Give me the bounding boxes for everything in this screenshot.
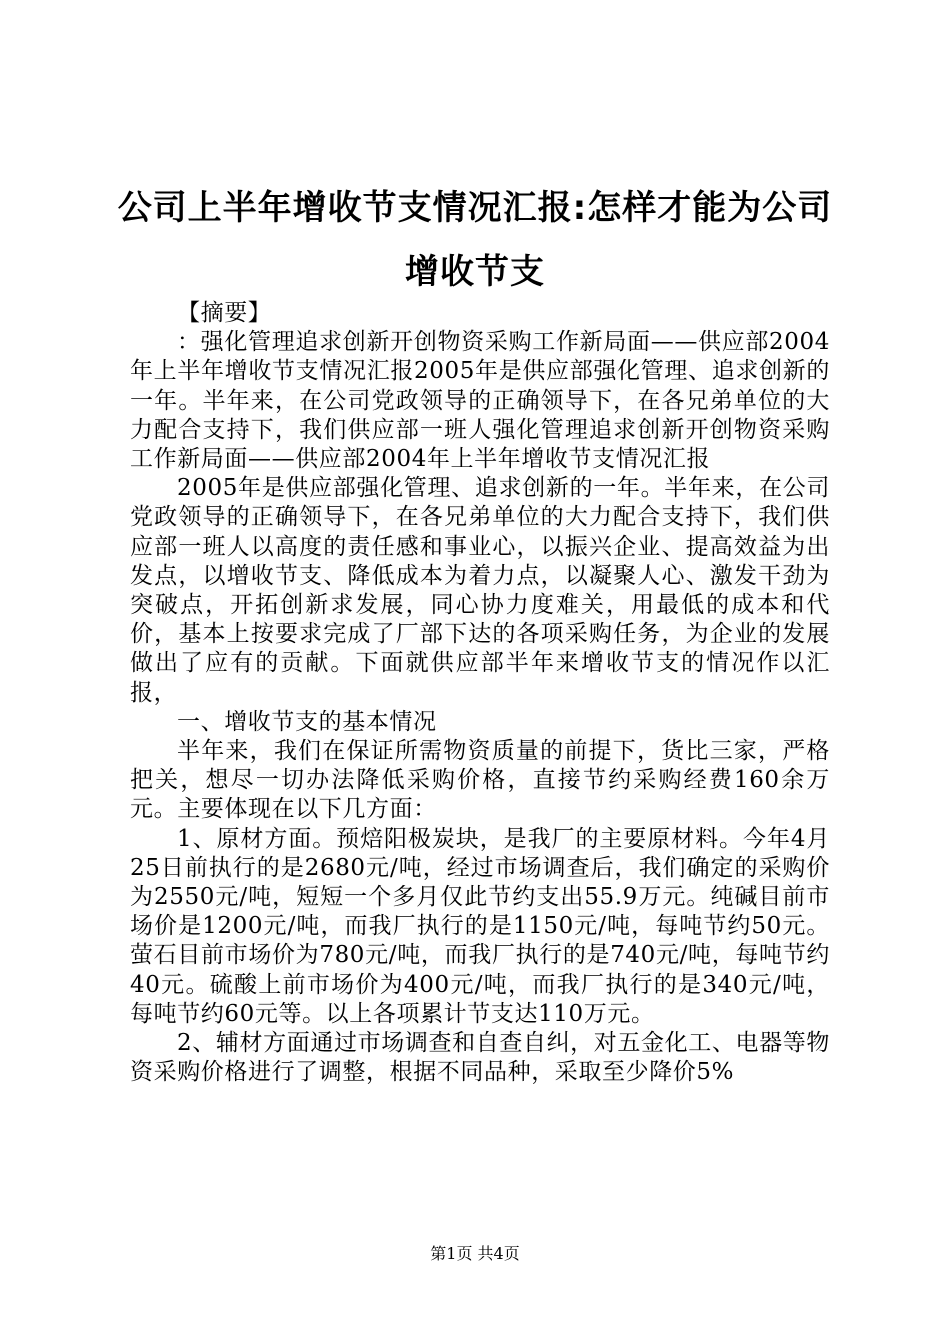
section-heading: 一、增收节支的基本情况 (177, 708, 437, 735)
document-body (130, 299, 830, 1087)
paragraph: 2、辅材方面通过市场调查和自查自纠，对五金化工、电器等物资采购价格进行了调整，根据不同品种，采取至少降价5% (130, 1030, 830, 1086)
document-title: 公司上半年增收节支情况汇报:怎样才能为公司增收节支 (117, 188, 833, 292)
paragraph: 1、原材方面。预焙阳极炭块，是我厂的主要原材料。今年4月25日前执行的是2680元/吨，经过市场调查后，我们确定的采购价为2550元/吨，短短一个多月仅此节约支出55.9万元。纯碱目前市场价是1200元/吨，而我厂执行的是1150元/吨，每吨节约50元。萤石目前市场价为780元/吨，而我厂执行的是740元/吨，每吨节约40元。硫酸上前市场价为400元/吨，而我厂执行的是340元/吨，每吨节约60元等。以上各项累计节支达110万元。 (130, 825, 830, 1027)
page-footer: 第1页 共4页 (430, 1244, 520, 1263)
abstract-text: ：强化管理追求创新开创物资采购工作新局面——供应部2004年上半年增收节支情况汇报2005年是供应部强化管理、追求创新的一年。半年来，在公司党政领导的正确领导下，在各兄弟单位的大力配合支持下，我们供应部一班人强化管理追求创新开创物资采购工作新局面——供应部2004年上半年增收节支情况汇报 (130, 329, 830, 473)
abstract-label: 【摘要】 (177, 300, 272, 326)
paragraph: 2005年是供应部强化管理、追求创新的一年。半年来，在公司党政领导的正确领导下，在各兄弟单位的大力配合支持下，我们供应部一班人以高度的责任感和事业心，以振兴企业、提高效益为出发点，以增收节支、降低成本为着力点，以凝聚人心、激发干劲为突破点，开拓创新求发展，同心协力度难关，用最低的成本和代价，基本上按要求完成了厂部下达的各项采购任务，为企业的发展做出了应有的贡献。下面就供应部半年来增收节支的情况作以汇报， (130, 475, 830, 706)
paragraph: 半年来，我们在保证所需物资质量的前提下，货比三家，严格把关，想尽一切办法降低采购价格，直接节约采购经费160余万元。主要体现在以下几方面： (130, 738, 830, 823)
